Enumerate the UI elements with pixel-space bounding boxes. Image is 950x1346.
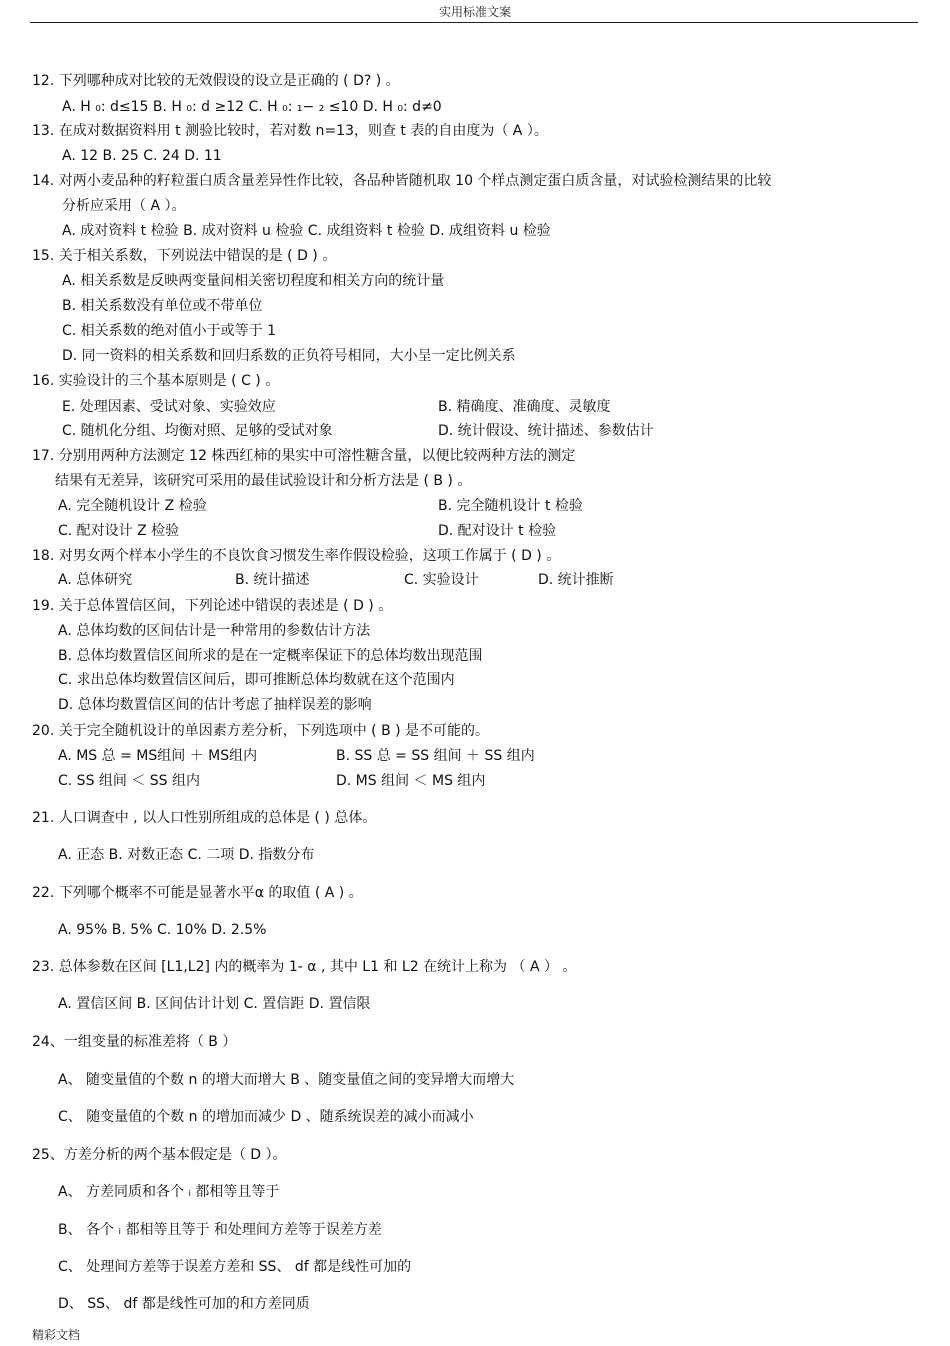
question-18: 18. 对男女两个样本小学生的不良饮食习惯发生率作假设检验，这项工作属于 ( D ) 。 [32,548,561,564]
question-18-option-d: D. 统计推断 [538,572,614,588]
question-16-option-c: C. 随机化分组、均衡对照、足够的受试对象 [62,423,333,439]
question-12-options: A. H ₀: d≤15 B. H ₀: d ≥12 C. H ₀: ₁− ₂ ≤10 D. H ₀: d≠0 [62,99,442,115]
question-19-option-d: D. 总体均数置信区间的估计考虑了抽样误差的影响 [58,697,372,713]
question-15: 15. 关于相关系数，下列说法中错误的是 ( D ) 。 [32,248,337,264]
question-16-option-e: E. 处理因素、受试对象、实验效应 [62,399,276,415]
question-14-options: A. 成对资料 t 检验 B. 成对资料 u 检验 C. 成组资料 t 检验 D. 成组资料 u 检验 [62,223,551,239]
question-25: 25、方差分析的两个基本假定是（ D ）。 [32,1147,287,1163]
page-header: 实用标准文案 [438,5,511,19]
question-17: 17. 分别用两种方法测定 12 株西红柿的果实中可溶性糖含量，以便比较两种方法的测定 [32,448,576,464]
question-12: 12. 下列哪种成对比较的无效假设的设立是正确的 ( D? ) 。 [32,73,400,89]
question-17-stem-cont: 结果有无差异，该研究可采用的最佳试验设计和分析方法是 ( B ) 。 [55,473,472,489]
question-18-option-c: C. 实验设计 [404,572,479,588]
question-17-option-b: B. 完全随机设计 t 检验 [438,498,583,514]
question-24-options-cd: C、 随变量值的个数 n 的增加而减少 D 、随系统误差的减小而减小 [58,1109,474,1125]
question-17-option-a: A. 完全随机设计 Z 检验 [58,498,207,514]
question-23: 23. 总体参数在区间 [L1,L2] 内的概率为 1- α , 其中 L1 和 L2 在统计上称为 （ A ） 。 [32,959,577,975]
question-17-option-c: C. 配对设计 Z 检验 [58,523,180,539]
question-20-option-a: A. MS 总 = MS组间 ＋ MS组内 [58,748,258,764]
question-24: 24、一组变量的标准差将（ B ） [32,1034,237,1050]
question-24-options-ab: A、 随变量值的个数 n 的增大而增大 B 、随变量值之间的变异增大而增大 [58,1072,515,1088]
question-20: 20. 关于完全随机设计的单因素方差分析，下列选项中 ( B ) 是不可能的。 [32,723,490,739]
question-20-option-d: D. MS 组间 ＜ MS 组内 [336,773,486,789]
question-20-option-c: C. SS 组间 ＜ SS 组内 [58,773,201,789]
question-18-option-a: A. 总体研究 [58,572,133,588]
question-14-stem-cont: 分析应采用（ A ）。 [62,198,186,214]
question-15-option-c: C. 相关系数的绝对值小于或等于 1 [62,323,277,339]
question-17-option-d: D. 配对设计 t 检验 [438,523,557,539]
question-16-option-b: B. 精确度、准确度、灵敏度 [438,399,611,415]
question-20-option-b: B. SS 总 = SS 组间 ＋ SS 组内 [336,748,535,764]
question-19-option-c: C. 求出总体均数置信区间后，即可推断总体均数就在这个范围内 [58,672,455,688]
question-25-option-a: A、 方差同质和各个 ᵢ 都相等且等于 [58,1184,280,1200]
question-21-options: A. 正态 B. 对数正态 C. 二项 D. 指数分布 [58,847,315,863]
page-footer: 精彩文档 [32,1328,81,1342]
question-15-option-a: A. 相关系数是反映两变量间相关密切程度和相关方向的统计量 [62,273,445,289]
question-16-option-d: D. 统计假设、统计描述、参数估计 [438,423,654,439]
question-22-options: A. 95% B. 5% C. 10% D. 2.5% [58,922,267,938]
question-25-option-d: D、 SS、 df 都是线性可加的和方差同质 [58,1296,310,1312]
question-13: 13. 在成对数据资料用 t 测验比较时，若对数 n=13，则查 t 表的自由度为（ A ）。 [32,123,548,139]
header-divider [30,22,918,23]
question-14: 14. 对两小麦品种的籽粒蛋白质含量差异性作比较，各品种皆随机取 10 个样点测定蛋白质含量，对试验检测结果的比较 [32,173,772,189]
question-21: 21. 人口调查中 , 以人口性别所组成的总体是 ( ) 总体。 [32,810,377,826]
question-13-options: A. 12 B. 25 C. 24 D. 11 [62,148,222,164]
question-18-option-b: B. 统计描述 [235,572,310,588]
question-19-option-a: A. 总体均数的区间估计是一种常用的参数估计方法 [58,623,371,639]
question-16: 16. 实验设计的三个基本原则是 ( C ) 。 [32,373,280,389]
question-25-option-c: C、 处理间方差等于误差方差和 SS、 df 都是线性可加的 [58,1259,412,1275]
question-15-option-b: B. 相关系数没有单位或不带单位 [62,298,263,314]
question-23-options: A. 置信区间 B. 区间估计计划 C. 置信距 D. 置信限 [58,996,371,1012]
question-19-option-b: B. 总体均数置信区间所求的是在一定概率保证下的总体均数出现范围 [58,648,483,664]
question-19: 19. 关于总体置信区间，下列论述中错误的表述是 ( D ) 。 [32,598,393,614]
question-15-option-d: D. 同一资料的相关系数和回归系数的正负符号相同，大小呈一定比例关系 [62,348,516,364]
question-22: 22. 下列哪个概率不可能是显著水平α 的取值 ( A ) 。 [32,885,363,901]
question-25-option-b: B、 各个 ᵢ 都相等且等于 和处理间方差等于误差方差 [58,1222,382,1238]
